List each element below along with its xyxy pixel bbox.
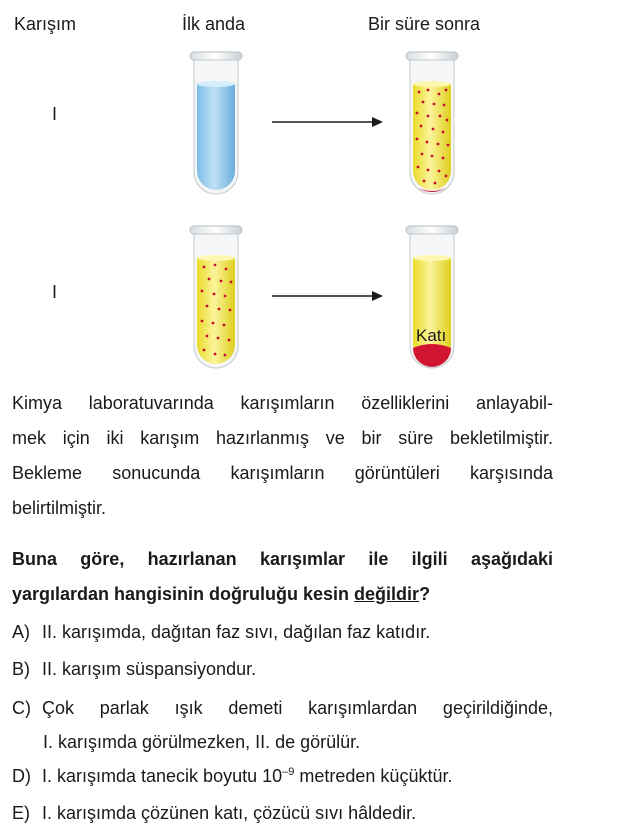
- row-label-1: I: [52, 104, 58, 124]
- test-tube-1-initial: [188, 50, 244, 202]
- row-label-2: I: [52, 282, 58, 302]
- paragraph-line: Bekleme sonucunda karışımların görüntüleri karşısında: [12, 463, 553, 483]
- solid-label: Katı: [416, 326, 447, 345]
- option-a[interactable]: [12, 615, 553, 649]
- test-tube-2-initial: [188, 224, 244, 376]
- option-text: Çok parlak ışık demeti karışımlardan geçirildiğinde,: [42, 698, 553, 718]
- question-text: yargılardan hangisinin doğruluğu kesin: [12, 584, 355, 604]
- test-tube-2-after: [404, 224, 460, 376]
- option-c[interactable]: [12, 691, 553, 759]
- header-initial: İlk anda: [182, 14, 246, 34]
- arrow-row-2: [272, 290, 384, 302]
- header-after: Bir süre sonra: [368, 14, 481, 34]
- option-letter: D): [12, 766, 31, 786]
- option-text: II. karışım süspansiyondur.: [42, 659, 257, 679]
- option-text-line-2: I. karışımda görülmezken, II. de görülür.: [43, 732, 361, 752]
- question-stem: [12, 542, 553, 612]
- paragraph-line: belirtilmiştir.: [12, 498, 107, 518]
- option-text: I. karışımda çözünen katı, çözücü sıvı hâldedir.: [42, 803, 417, 823]
- question-line-2: [12, 577, 553, 612]
- option-b[interactable]: [12, 652, 553, 686]
- header-mixture: Karışım: [14, 14, 77, 34]
- underlined-word: değildir: [354, 584, 420, 604]
- option-letter: C): [12, 698, 31, 718]
- option-d[interactable]: [12, 759, 553, 793]
- test-tube-1-after: [404, 50, 460, 202]
- paragraph-line: mek için iki karışım hazırlanmış ve bir süre bekletilmiştir.: [12, 428, 553, 448]
- exponent: –9: [282, 766, 295, 778]
- arrow-row-1: [272, 116, 384, 128]
- paragraph-line: Kimya laboratuvarında karışımların özelliklerini anlayabil-: [12, 393, 553, 413]
- question-line-1: Buna göre, hazırlanan karışımlar ile ilgili aşağıdaki: [12, 549, 553, 569]
- option-e[interactable]: [12, 796, 553, 830]
- option-text: II. karışımda, dağıtan faz sıvı, dağılan faz katıdır.: [42, 622, 431, 642]
- question-mark: ?: [419, 584, 431, 604]
- option-c-line-1: [12, 691, 553, 725]
- option-letter: B): [12, 659, 30, 679]
- option-text: I. karışımda tanecik boyutu 10: [42, 766, 283, 786]
- intro-paragraph: [12, 386, 553, 526]
- option-letter: E): [12, 803, 30, 823]
- option-text: metreden küçüktür.: [294, 766, 453, 786]
- option-letter: A): [12, 622, 30, 642]
